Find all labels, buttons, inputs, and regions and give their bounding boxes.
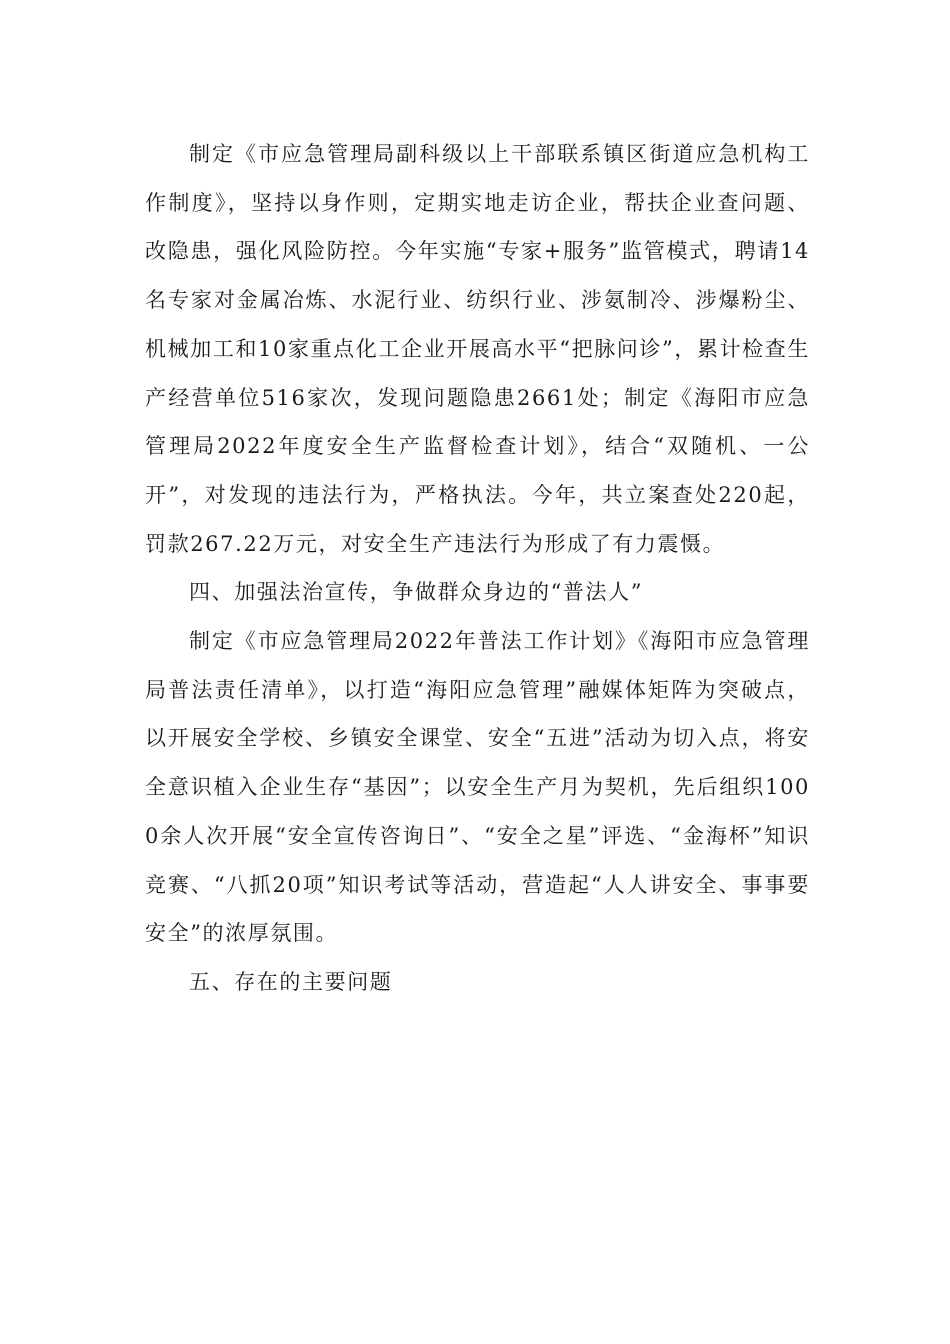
paragraph-supervision: 制定《市应急管理局副科级以上干部联系镇区街道应急机构工作制度》，坚持以身作则，定期实地走访企业，帮扶企业查问题、改隐患，强化风险防控。今年实施“专家+服务”监管模式，聘请14名专家对金属冶炼、水泥行业、纺织行业、涉氨制冷、涉爆粉尘、机械加工和10家重点化工企业开展高水平“把脉问诊”，累计检查生产经营单位516家次，发现问题隐患2661处；制定《海阳市应急管理局2022年度安全生产监督检查计划》，结合“双随机、一公开”，对发现的违法行为，严格执法。今年，共立案查处220起，罚款267.22万元，对安全生产违法行为形成了有力震慑。 (145, 142, 810, 556)
document-body (145, 130, 810, 1007)
paragraph-legal-publicity: 制定《市应急管理局2022年普法工作计划》《海阳市应急管理局普法责任清单》，以打造“海阳应急管理”融媒体矩阵为突破点，以开展安全学校、乡镇安全课堂、安全“五进”活动为切入点，将安全意识植入企业生存“基因”；以安全生产月为契机，先后组织1000余人次开展“安全宣传咨询日”、“安全之星”评选、“金海杯”知识竞赛、“八抓20项”知识考试等活动，营造起“人人讲安全、事事要安全”的浓厚氛围。 (145, 629, 810, 946)
section-heading-main-problems: 五、存在的主要问题 (189, 969, 393, 994)
section-heading-legal-publicity: 四、加强法治宣传，争做群众身边的“普法人” (189, 580, 644, 605)
